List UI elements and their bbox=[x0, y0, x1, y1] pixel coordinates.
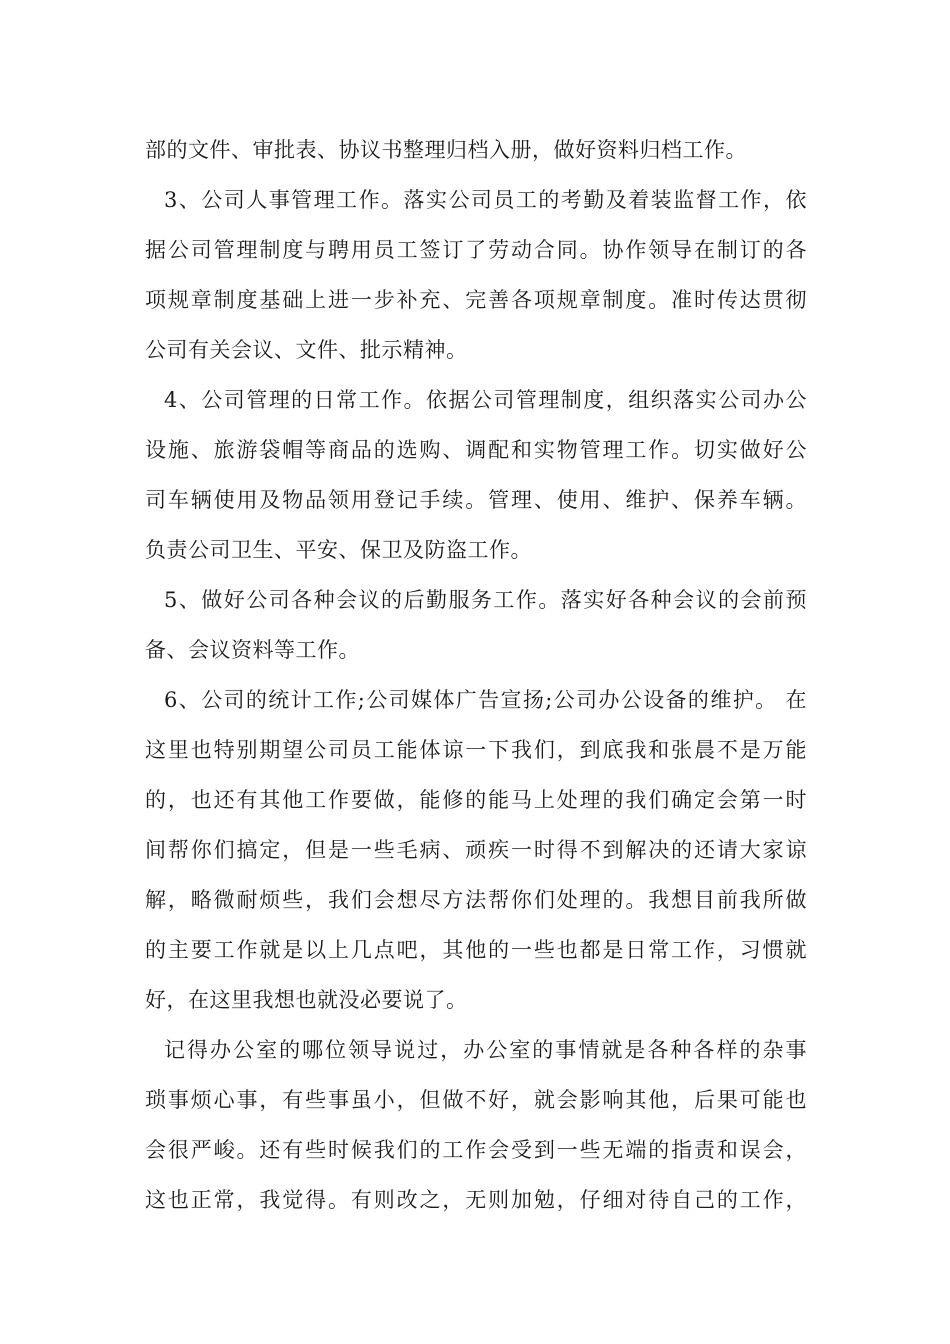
text-line: 3、公司人事管理工作。落实公司员工的考勤及着装监督工作，依 bbox=[164, 188, 807, 212]
text-line: 5、做好公司各种会议的后勤服务工作。落实好各种会议的会前预 bbox=[164, 588, 807, 612]
text-line: 会很严峻。还有些时候我们的工作会受到一些无端的指责和误会， bbox=[145, 1138, 807, 1162]
text-line: 的主要工作就是以上几点吧，其他的一些也都是日常工作，习惯就 bbox=[145, 938, 807, 962]
text-line: 司车辆使用及物品领用登记手续。管理、使用、维护、保养车辆。 bbox=[145, 488, 807, 512]
text-line: 好，在这里我想也就没必要说了。 bbox=[145, 988, 468, 1012]
text-line: 琐事烦心事，有些事虽小，但做不好，就会影响其他，后果可能也 bbox=[145, 1088, 807, 1112]
text-line: 解，略微耐烦些，我们会想尽方法帮你们处理的。我想目前我所做 bbox=[145, 888, 807, 912]
text-line: 的，也还有其他工作要做，能修的能马上处理的我们确定会第一时 bbox=[145, 788, 807, 812]
text-line: 间帮你们搞定，但是一些毛病、顽疾一时得不到解决的还请大家谅 bbox=[145, 838, 807, 862]
text-line: 4、公司管理的日常工作。依据公司管理制度，组织落实公司办公 bbox=[164, 388, 807, 412]
text-line: 6、公司的统计工作;公司媒体广告宣扬;公司办公设备的维护。 在 bbox=[164, 688, 807, 712]
text-line: 项规章制度基础上进一步补充、完善各项规章制度。准时传达贯彻 bbox=[145, 288, 807, 312]
text-line: 记得办公室的哪位领导说过，办公室的事情就是各种各样的杂事 bbox=[164, 1038, 807, 1062]
text-line: 备、会议资料等工作。 bbox=[145, 638, 360, 662]
text-line: 这里也特别期望公司员工能体谅一下我们，到底我和张晨不是万能 bbox=[145, 738, 807, 762]
text-line: 据公司管理制度与聘用员工签订了劳动合同。协作领导在制订的各 bbox=[145, 238, 807, 262]
text-line: 这也正常，我觉得。有则改之，无则加勉，仔细对待自己的工作， bbox=[145, 1188, 807, 1212]
text-line: 设施、旅游袋帽等商品的选购、调配和实物管理工作。切实做好公 bbox=[145, 438, 807, 462]
text-line: 公司有关会议、文件、批示精神。 bbox=[145, 338, 468, 362]
text-line: 部的文件、审批表、协议书整理归档入册，做好资料归档工作。 bbox=[145, 138, 747, 162]
text-line: 负责公司卫生、平安、保卫及防盗工作。 bbox=[145, 538, 532, 562]
